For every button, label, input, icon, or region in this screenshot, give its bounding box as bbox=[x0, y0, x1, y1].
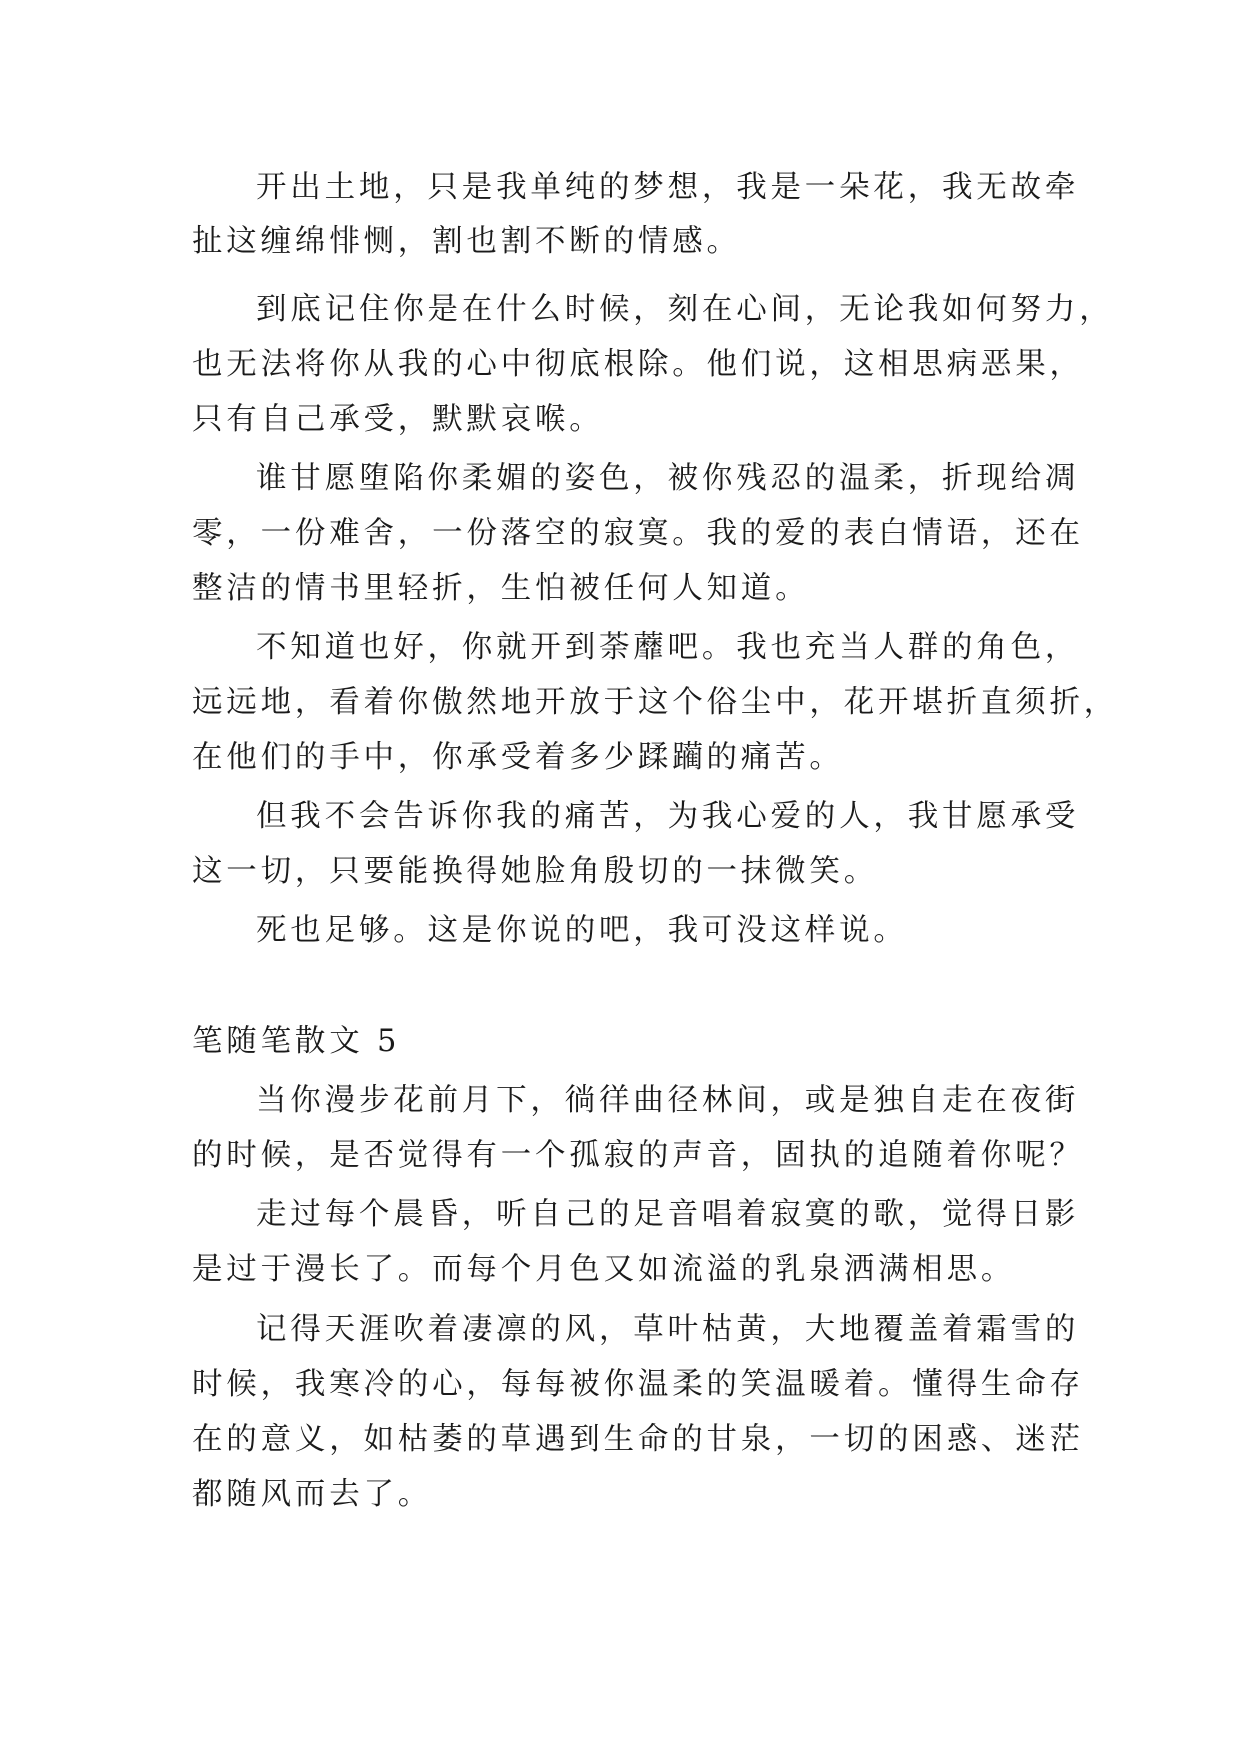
text-line: 到底记住你是在什么时候，刻在心间，无论我如何努力， bbox=[256, 292, 1114, 327]
text-line: 记得天涯吹着凄凛的风，草叶枯黄，大地覆盖着霜雪的 bbox=[256, 1312, 1080, 1347]
text-line: 都随风而去了。 bbox=[192, 1477, 433, 1512]
text-line: 远远地，看着你傲然地开放于这个俗尘中，花开堪折直须折， bbox=[192, 685, 1119, 720]
text-line: 在的意义，如枯萎的草遇到生命的甘泉，一切的困惑、迷茫 bbox=[192, 1422, 1084, 1457]
section-heading: 笔随笔散文 5 bbox=[192, 1024, 401, 1059]
text-line: 这一切，只要能换得她脸角殷切的一抹微笑。 bbox=[192, 854, 878, 889]
text-line: 时候，我寒冷的心，每每被你温柔的笑温暖着。懂得生命存 bbox=[192, 1367, 1084, 1402]
text-line: 但我不会告诉你我的痛苦，为我心爱的人，我甘愿承受 bbox=[256, 799, 1080, 834]
text-line: 当你漫步花前月下，徜徉曲径林间，或是独自走在夜街 bbox=[256, 1083, 1080, 1118]
text-line: 开出土地，只是我单纯的梦想，我是一朵花，我无故牵 bbox=[256, 170, 1080, 205]
text-line: 扯这缠绵悱恻，割也割不断的情感。 bbox=[192, 224, 741, 259]
text-line: 谁甘愿堕陷你柔媚的姿色，被你残忍的温柔，折现给凋 bbox=[256, 461, 1080, 496]
text-line: 只有自己承受，默默哀喉。 bbox=[192, 402, 604, 437]
text-line: 也无法将你从我的心中彻底根除。他们说，这相思病恶果， bbox=[192, 347, 1084, 382]
text-line: 走过每个晨昏，听自己的足音唱着寂寞的歌，觉得日影 bbox=[256, 1197, 1080, 1232]
text-line: 死也足够。这是你说的吧，我可没这样说。 bbox=[256, 913, 908, 948]
text-line: 零，一份难舍，一份落空的寂寞。我的爱的表白情语，还在 bbox=[192, 516, 1084, 551]
text-line: 在他们的手中，你承受着多少蹂躏的痛苦。 bbox=[192, 740, 844, 775]
text-line: 是过于漫长了。而每个月色又如流溢的乳泉洒满相思。 bbox=[192, 1252, 1016, 1287]
text-line: 不知道也好，你就开到荼蘼吧。我也充当人群的角色， bbox=[256, 630, 1080, 665]
text-line: 整洁的情书里轻折，生怕被任何人知道。 bbox=[192, 571, 810, 606]
text-line: 的时候，是否觉得有一个孤寂的声音，固执的追随着你呢？ bbox=[192, 1138, 1084, 1173]
